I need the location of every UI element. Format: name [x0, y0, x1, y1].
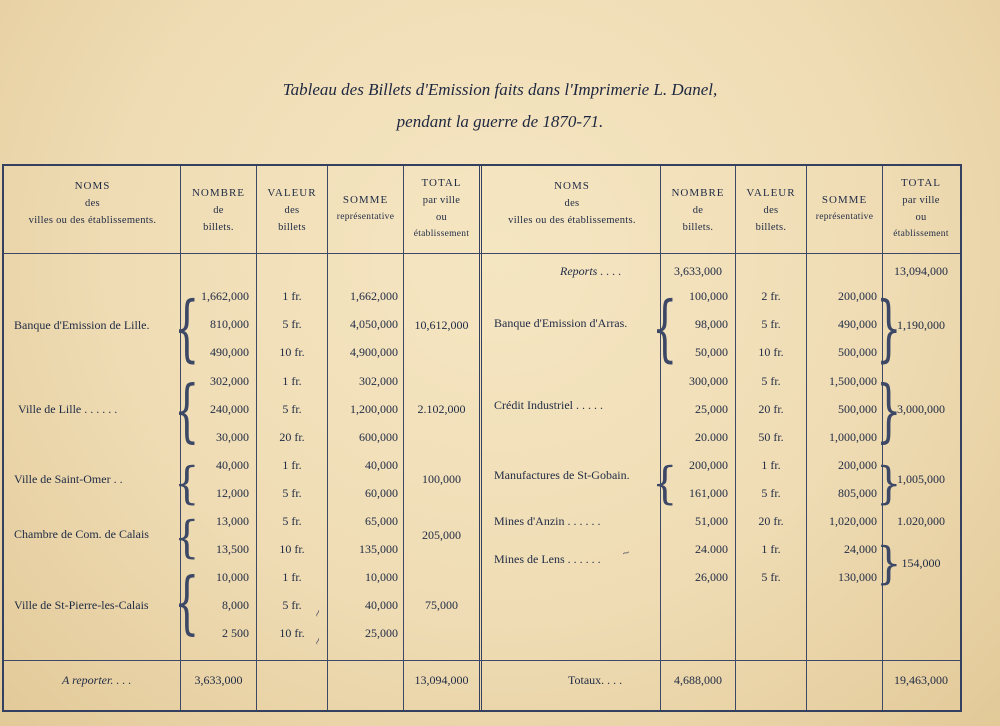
left-nombre: 10,000: [216, 570, 249, 584]
right-valeur: 20 fr.: [758, 514, 784, 528]
footer-top-rule: [4, 660, 960, 661]
right-nombre: 51,000: [695, 514, 728, 528]
right-valeur: 5 fr.: [761, 486, 781, 500]
right-somme: 130,000: [838, 570, 877, 584]
right-group-name: Mines d'Anzin . . . . . .: [494, 514, 601, 528]
right-nombre: 20.000: [695, 430, 728, 444]
left-group-name: Ville de Saint-Omer . .: [14, 472, 123, 486]
right-valeur: 5 fr.: [761, 374, 781, 388]
right-valeur: 20 fr.: [758, 402, 784, 416]
column-rule: [806, 166, 807, 710]
right-somme: 500,000: [838, 402, 877, 416]
right-group-total: 1,005,000: [897, 472, 945, 486]
column-rule: [327, 166, 328, 710]
left-valeur: 5 fr.: [282, 317, 302, 331]
header-total-left: TOTAL par ville ou établissement: [413, 177, 470, 239]
left-valeur: 5 fr.: [282, 514, 302, 528]
left-nombre: 13,500: [216, 542, 249, 556]
left-group-name: Banque d'Emission de Lille.: [14, 318, 150, 332]
header-noms-right: NOMS des villes ou des établissements.: [508, 180, 636, 226]
right-group-name: Banque d'Emission d'Arras.: [494, 316, 628, 330]
left-nombre: 1,662,000: [201, 289, 249, 303]
left-nombre: 13,000: [216, 514, 249, 528]
left-nombre: 240,000: [210, 402, 249, 416]
header-noms-left: NOMS des villes ou des établissements.: [28, 180, 157, 226]
right-nombre: 50,000: [695, 345, 728, 359]
right-somme: 1,020,000: [829, 514, 877, 528]
right-somme: 1,000,000: [829, 430, 877, 444]
right-valeur: 1 fr.: [761, 542, 781, 556]
left-group-name: Ville de Lille . . . . . .: [18, 402, 118, 416]
right-valeur: 50 fr.: [758, 430, 784, 444]
right-somme: 24,000: [844, 542, 877, 556]
header-bottom-rule: [4, 253, 960, 254]
right-nombre: 98,000: [695, 317, 728, 331]
right-reports-total: 13,094,000: [894, 264, 948, 278]
left-valeur: 10 fr.: [279, 345, 305, 359]
left-valeur: 1 fr.: [282, 289, 302, 303]
right-valeur: 10 fr.: [758, 345, 784, 359]
column-rule: [660, 166, 661, 710]
left-nombre: 2 500: [222, 626, 249, 640]
left-nombre: 302,000: [210, 374, 249, 388]
left-somme: 40,000: [365, 598, 398, 612]
left-valeur: 5 fr.: [282, 598, 302, 612]
right-group-total: 3,000,000: [897, 402, 945, 416]
right-nombre: 25,000: [695, 402, 728, 416]
left-valeur: 1 fr.: [282, 570, 302, 584]
left-nombre: 490,000: [210, 345, 249, 359]
right-group-name: Manufactures de St-Gobain.: [494, 468, 630, 482]
right-somme: 805,000: [838, 486, 877, 500]
right-footer-total: 19,463,000: [894, 673, 948, 687]
right-valeur: 5 fr.: [761, 317, 781, 331]
left-somme: 10,000: [365, 570, 398, 584]
header-valeur-left: VALEUR des billets: [267, 187, 317, 233]
right-closing-brace: {: [876, 287, 902, 371]
left-somme: 65,000: [365, 514, 398, 528]
left-group-total: 75,000: [425, 598, 458, 612]
right-footer-nombre: 4,688,000: [674, 673, 722, 687]
right-group-total: 154,000: [901, 556, 941, 570]
right-reports-nombre: 3,633,000: [674, 264, 722, 278]
right-closing-brace: {: [876, 372, 902, 452]
header-somme-left: SOMME représentative: [336, 194, 395, 222]
left-somme: 60,000: [365, 486, 398, 500]
left-group-total: 2.102,000: [417, 402, 466, 416]
right-closing-brace: {: [876, 538, 902, 590]
right-somme: 1,500,000: [829, 374, 877, 388]
right-nombre: 200,000: [689, 458, 728, 472]
left-group-name: Chambre de Com. de Calais: [14, 527, 149, 541]
left-group-total: 10,612,000: [414, 318, 469, 332]
left-group-total: 205,000: [422, 528, 461, 542]
left-group-total: 100,000: [422, 472, 461, 486]
left-footer-label: A reporter. . . .: [62, 673, 132, 687]
left-brace: {: [174, 564, 200, 644]
left-somme: 135,000: [359, 542, 398, 556]
left-footer-total: 13,094,000: [414, 673, 469, 687]
left-valeur: 10 fr.: [279, 542, 305, 556]
left-somme: 40,000: [365, 458, 398, 472]
right-valeur: 1 fr.: [761, 458, 781, 472]
center-double-rule: [479, 166, 482, 710]
right-nombre: 24.000: [695, 542, 728, 556]
left-valeur: 20 fr.: [279, 430, 305, 444]
left-valeur: 5 fr.: [282, 486, 302, 500]
right-nombre: 100,000: [689, 289, 728, 303]
right-nombre: 300,000: [689, 374, 728, 388]
left-somme: 1,662,000: [350, 289, 398, 303]
left-brace: {: [174, 287, 200, 371]
right-reports-label: Reports . . . .: [560, 264, 622, 278]
left-somme: 25,000: [365, 626, 398, 640]
left-somme: 600,000: [359, 430, 398, 444]
header-valeur-right: VALEUR des billets.: [746, 187, 796, 233]
right-brace: {: [652, 458, 678, 510]
pencil-annotation-mark: ~: [620, 547, 632, 560]
left-footer-nombre: 3,633,000: [194, 673, 243, 687]
header-nombre-right: NOMBRE de billets.: [671, 187, 725, 233]
left-valeur: 5 fr.: [282, 402, 302, 416]
left-somme: 1,200,000: [350, 402, 398, 416]
table-title-line1: Tableau des Billets d'Emission faits dans l'Imprimerie L. Danel,: [282, 80, 718, 99]
right-somme: 200,000: [838, 458, 877, 472]
header-nombre-left: NOMBRE de billets.: [191, 187, 246, 233]
left-nombre: 8,000: [222, 598, 249, 612]
table-title-line2: pendant la guerre de 1870-71.: [396, 112, 604, 131]
left-somme: 302,000: [359, 374, 398, 388]
left-brace: {: [174, 512, 200, 564]
left-nombre: 30,000: [216, 430, 249, 444]
right-somme: 500,000: [838, 345, 877, 359]
column-rule: [403, 166, 404, 710]
left-brace: {: [174, 372, 200, 452]
table-frame: [2, 164, 962, 712]
right-somme: 200,000: [838, 289, 877, 303]
pencil-annotation-mark: ~: [311, 607, 325, 620]
left-nombre: 810,000: [210, 317, 249, 331]
left-somme: 4,900,000: [350, 345, 398, 359]
right-group-total: 1,190,000: [897, 318, 945, 332]
left-valeur: 10 fr.: [279, 626, 305, 640]
left-valeur: 1 fr.: [282, 458, 302, 472]
right-group-total: 1.020,000: [897, 514, 945, 528]
right-group-name: Mines de Lens . . . . . .: [494, 552, 601, 566]
left-group-name: Ville de St-Pierre-les-Calais: [14, 598, 149, 612]
left-valeur: 1 fr.: [282, 374, 302, 388]
right-nombre: 161,000: [689, 486, 728, 500]
right-group-name: Crédit Industriel . . . . .: [494, 398, 603, 412]
right-footer-label: Totaux. . . .: [568, 673, 623, 687]
pencil-annotation-mark: ~: [311, 635, 325, 648]
header-somme-right: SOMME représentative: [815, 194, 874, 222]
right-somme: 490,000: [838, 317, 877, 331]
right-closing-brace: {: [876, 458, 902, 510]
left-brace: {: [174, 458, 200, 510]
right-valeur: 5 fr.: [761, 570, 781, 584]
left-somme: 4,050,000: [350, 317, 398, 331]
right-valeur: 2 fr.: [761, 289, 781, 303]
left-nombre: 12,000: [216, 486, 249, 500]
right-brace: {: [652, 287, 678, 371]
header-total-right: TOTAL par ville ou établissement: [893, 177, 949, 239]
right-nombre: 26,000: [695, 570, 728, 584]
left-nombre: 40,000: [216, 458, 249, 472]
